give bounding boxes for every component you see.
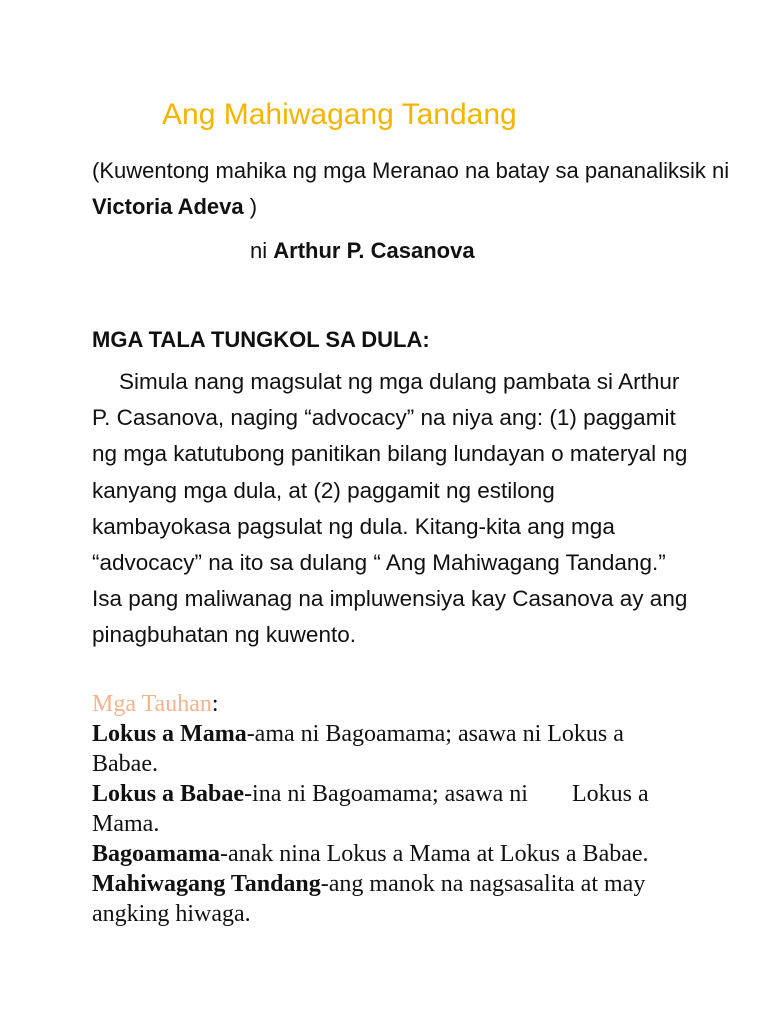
cast-desc: -ina ni Bagoamama; asawa ni (244, 781, 528, 807)
document-subtitle (92, 153, 732, 225)
cast-name: Lokus a Mama (92, 721, 247, 747)
cast-label-colon: : (211, 691, 219, 717)
subtitle-text: (Kuwentong mahika ng mga Meranao na batay sa pananaliksik ni (92, 158, 730, 183)
cast-item (92, 839, 672, 869)
cast-desc: -ama ni Bagoamama; asawa ni Lokus a Babae. (92, 721, 624, 777)
cast-name: Bagoamama (92, 841, 220, 867)
cast-label: Mga Tauhan (92, 691, 212, 717)
cast-heading (92, 689, 219, 719)
cast-desc: -anak nina Lokus a Mama at Lokus a Babae. (220, 841, 649, 867)
author-prefix: ni (250, 238, 274, 263)
cast-item (92, 719, 672, 779)
notes-paragraph: Simula nang magsulat ng mga dulang pambata si Arthur P. Casanova, naging “advocacy” na niya ang: (1) paggamit ng mga katutubong panitikan bilang lundayan o materyal ng kanyang mga dula, at (2) paggamit ng estilong kambayokasa pagsulat ng dula. Kitang-kita ang mga “advocacy” na ito sa dulang “ Ang Mahiwagang Tandang.” Isa pang maliwanag na impluwensiya kay Casanova ay ang pinagbuhatan ng kuwento. (92, 369, 688, 648)
cast-desc: -ang manok na nagsasalita at may angking hiwaga. (92, 871, 646, 927)
researcher-name: Victoria Adeva (92, 194, 244, 219)
notes-heading: MGA TALA TUNGKOL SA DULA: (92, 327, 430, 352)
cast-item (92, 779, 672, 839)
cast-name: Lokus a Babae (92, 781, 245, 807)
author-name: Arthur P. Casanova (273, 238, 475, 263)
cast-name: Mahiwagang Tandang (92, 871, 321, 897)
cast-desc-cont: Lokus a Mama. (92, 781, 649, 837)
document-title: Ang Mahiwagang Tandang (162, 98, 517, 131)
subtitle-closing: ) (243, 194, 258, 219)
cast-item (92, 869, 672, 929)
cast-list (92, 719, 672, 929)
author-line (250, 233, 475, 269)
